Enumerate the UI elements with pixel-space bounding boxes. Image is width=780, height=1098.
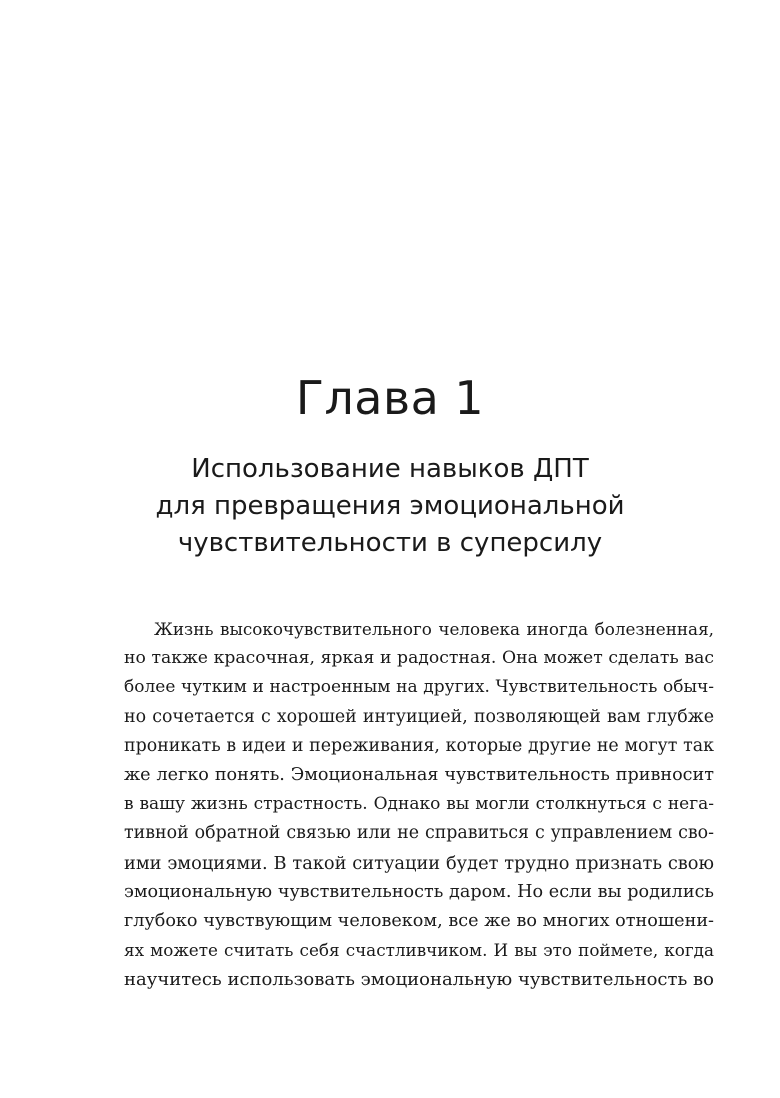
body-line: научитесь использовать эмоциональную чувствительность во xyxy=(124,969,714,991)
body-line: Жизнь высокочувствительного человека иногда болезненная, xyxy=(154,619,714,639)
chapter-number: Глава 1 xyxy=(295,371,485,425)
chapter-title xyxy=(0,451,780,562)
body-line: проникать в идеи и переживания, которые другие не могут так xyxy=(124,735,714,756)
body-line: тивной обратной связью или не справиться с управлением сво- xyxy=(124,823,714,844)
chapter-title-line: для превращения эмоциональной xyxy=(155,491,625,521)
body-line: глубоко чувствующим человеком, все же во многих отношени- xyxy=(124,911,714,932)
chapter-title-line: чувствительности в суперсилу xyxy=(177,528,603,558)
body-line: но также красочная, яркая и радостная. Она может сделать вас xyxy=(124,648,714,669)
body-line: эмоциональную чувствительность даром. Но если вы родились xyxy=(124,881,714,902)
body-paragraph xyxy=(124,615,714,995)
chapter-title-line: Использование навыков ДПТ xyxy=(191,454,589,484)
body-line: но сочетается с хорошей интуицией, позволяющей вам глубже xyxy=(124,706,714,727)
body-line: в вашу жизнь страстность. Однако вы могли столкнуться с нега- xyxy=(124,794,714,815)
body-line: ях можете считать себя счастливчиком. И вы это поймете, когда xyxy=(124,940,714,961)
body-line: более чутким и настроенным на других. Чувствительность обыч- xyxy=(124,677,714,698)
body-line: ими эмоциями. В такой ситуации будет трудно признать свою xyxy=(124,852,714,874)
body-line: же легко понять. Эмоциональная чувствительность привносит xyxy=(124,765,714,786)
